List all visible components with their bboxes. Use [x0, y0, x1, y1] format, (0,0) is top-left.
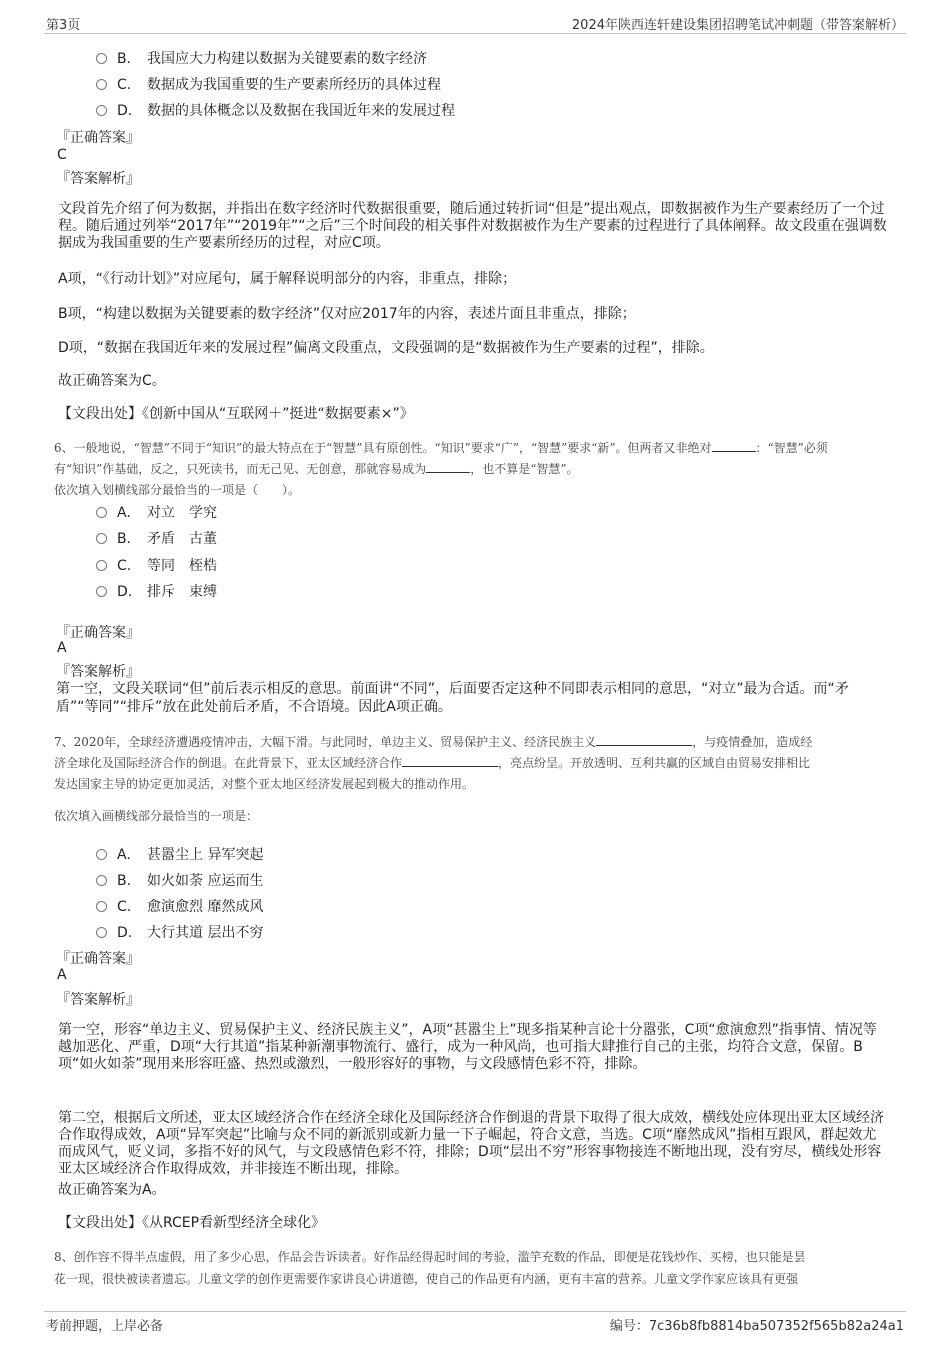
- q8-stem: 8、创作容不得半点虚假，用了多少心思，作品会告诉读者。好作品经得起时间的考验，滥竽充数的作品，即便是花钱炒作、买榜，也只能是昙 花一现，很快被读者遗忘。儿童文学的创作更需要作家讲良心讲道德，使自己的作品更有内涵，更有丰富的营养。儿童文学作家应该具有更强: [54, 1250, 806, 1286]
- q6-option-d[interactable]: D. 排斥 束缚: [96, 581, 217, 601]
- q7-analysis-p2: 第二空，根据后文所述，亚太区域经济合作在经济全球化及国际经济合作倒退的背景下取得了很大成效，横线处应体现出亚太区域经济合作取得成效，A项“异军突起”比喻与众不同的新派别或新力量一下子崛起，符合文意，当选。C项“靡然成风”指相互跟风，群起效尤而成风气，贬义词，多指不好的风气，与文段感情色彩不符，排除；D项“层出不穷”形容事物接连不断地出现，没有穷尽，横线处形容亚太区域经济合作取得成效，并非接连不断出现，排除。: [58, 1110, 884, 1177]
- q7-option-d[interactable]: D. 大行其道 层出不穷: [96, 922, 263, 942]
- q6-analysis: 第一空，文段关联词“但”前后表示相反的意思。前面讲“不同”，后面要否定这种不同即表示相同的意思，“对立”最为合适。而“矛盾”“等同”“排斥”放在此处前后矛盾，不合语境。因此A项正确。: [56, 681, 849, 715]
- radio-icon: [96, 560, 107, 571]
- q5-option-c[interactable]: C. 数据成为我国重要的生产要素所经历的具体过程: [96, 74, 441, 94]
- q6-option-c[interactable]: C. 等同 桎梏: [96, 555, 217, 575]
- footer-rule: [44, 1311, 906, 1312]
- document-title: 2024年陕西连轩建设集团招聘笔试冲刺题（带答案解析）: [571, 18, 904, 33]
- q7-blank-2: [402, 766, 498, 767]
- q6-analysis-label: 『答案解析』: [56, 664, 140, 680]
- q7-analysis-p1: 第一空，形容“单边主义、贸易保护主义、经济民族主义”，A项“甚嚣尘上”现多指某种言论十分嚣张，C项“愈演愈烈”指事情、情况等越加恶化、严重，D项“大行其道”指某种新潮事物流行、盛行，成为一种风尚，也可指大肆推行自己的主张，均符合文意，保留。B项“如火如荼”现用来形容旺盛、热烈或激烈，一般形容好的事物，与文段感情色彩不符，排除。: [58, 1022, 877, 1072]
- q7-answer-label: 『正确答案』: [56, 951, 140, 967]
- q7-answer: A: [57, 967, 67, 983]
- q5-source: 【文段出处】《创新中国从“互联网＋”挺进“数据要素×”》: [58, 406, 414, 422]
- q6-answer-label: 『正确答案』: [56, 625, 140, 641]
- q7-option-b[interactable]: B. 如火如荼 应运而生: [96, 870, 263, 890]
- radio-icon: [96, 875, 107, 886]
- q5-analysis-p4: D项，“数据在我国近年来的发展过程”偏离文段重点，文段强调的是“数据被作为生产要素的过程”，排除。: [58, 340, 714, 356]
- radio-icon: [96, 586, 107, 597]
- radio-icon: [96, 533, 107, 544]
- q5-option-d[interactable]: D. 数据的具体概念以及数据在我国近年来的发展过程: [96, 100, 455, 120]
- radio-icon: [96, 507, 107, 518]
- q6-option-a[interactable]: A. 对立 学究: [96, 502, 217, 522]
- q7-source: 【文段出处】《从RCEP看新型经济全球化》: [58, 1215, 326, 1231]
- footer-slogan: 考前押题，上岸必备: [46, 1319, 164, 1334]
- header-rule: [44, 33, 906, 34]
- radio-icon: [96, 105, 107, 116]
- q7-analysis-p3: 故正确答案为A。: [58, 1182, 166, 1198]
- q5-analysis-p3: B项，“构建以数据为关键要素的数字经济”仅对应2017年的内容，表述片面且非重点，排除；: [58, 306, 636, 322]
- q7-instruction: 依次填入画横线部分最恰当的一项是：: [54, 809, 259, 823]
- radio-icon: [96, 79, 107, 90]
- q5-analysis-p2: A项，“《行动计划》”对应尾句，属于解释说明部分的内容，非重点，排除；: [58, 271, 517, 287]
- radio-icon: [96, 849, 107, 860]
- q6-answer: A: [57, 640, 67, 656]
- q6-option-b[interactable]: B. 矛盾 古董: [96, 528, 217, 548]
- q5-analysis-label: 『答案解析』: [56, 171, 140, 187]
- footer-code: 编号：7c36b8fb8814ba507352f565b82a24a1: [609, 1319, 904, 1334]
- q7-stem: 7、2020年，全球经济遭遇疫情冲击，大幅下滑。与此同时，单边主义、贸易保护主义、经济民族主义 ，与疫情叠加，造成经 济全球化及国际经济合作的倒退。在此背景下，亚太区域经济合作 ，亮点纷呈。开放透明、互利共赢的区域自由贸易安排相比 发达国家主导的协定更加灵活，对整个亚太地区经济发展起到极大的推动作用。: [54, 735, 813, 791]
- radio-icon: [96, 927, 107, 938]
- q5-answer: C: [57, 147, 67, 163]
- q7-analysis-label: 『答案解析』: [56, 992, 140, 1008]
- q5-analysis-p1: 文段首先介绍了何为数据，并指出在数字经济时代数据很重要，随后通过转折词“但是”提出观点，即数据被作为生产要素经历了一个过程。随后通过列举“2017年”“2019年”“之后”三个时间段的相关事件对数据被作为生产要素的过程进行了具体阐释。故文段重在强调数据成为我国重要的生产要素所经历的过程，对应C项。: [58, 201, 887, 251]
- q5-analysis-p5: 故正确答案为C。: [58, 373, 166, 389]
- radio-icon: [96, 901, 107, 912]
- q6-blank-2: [426, 472, 470, 473]
- q7-option-c[interactable]: C. 愈演愈烈 靡然成风: [96, 896, 263, 916]
- q5-answer-label: 『正确答案』: [56, 130, 140, 146]
- q7-blank-1: [596, 745, 692, 746]
- q5-option-b[interactable]: B. 我国应大力构建以数据为关键要素的数字经济: [96, 48, 427, 68]
- q7-option-a[interactable]: A. 甚嚣尘上 异军突起: [96, 844, 263, 864]
- q6-stem: 6、一般地说，“智慧”不同于“知识”的最大特点在于“智慧”具有原创性。“知识”要求“广”，“智慧”要求“新”。但两者又非绝对 ：“智慧”必须 有“知识”作基础，反之，只死读书，而无己见、无创意，那就容易成为 ，也不算是“智慧”。 依次填入划横线部分最恰当的一项是（ ）。: [54, 441, 828, 497]
- q6-blank-1: [712, 451, 756, 452]
- radio-icon: [96, 53, 107, 64]
- page-number: 第3页: [46, 18, 81, 33]
